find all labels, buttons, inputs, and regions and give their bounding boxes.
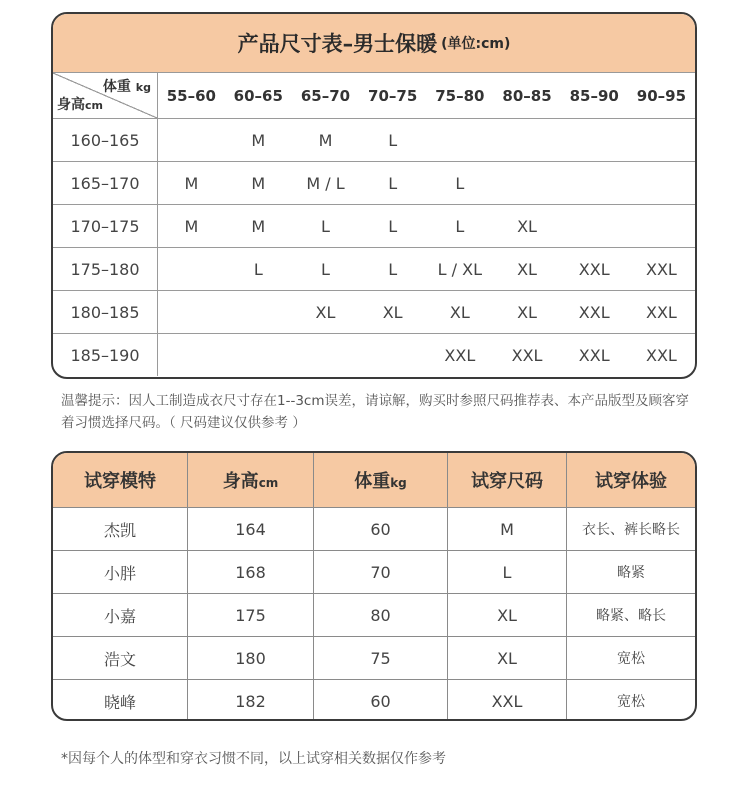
size-row — [53, 162, 695, 205]
header-weight: 体重kg — [314, 453, 448, 508]
corner-cell — [53, 73, 158, 119]
size-row — [53, 119, 695, 162]
size-row — [53, 205, 695, 248]
size-cell: XXL — [645, 345, 677, 365]
size-cell: XXL — [628, 248, 695, 291]
size-row — [53, 291, 695, 334]
size-cell — [426, 119, 493, 162]
size-cell: XL — [359, 291, 426, 334]
corner-weight-label: 体重 kg — [102, 79, 151, 95]
size-cell: XXL — [628, 291, 695, 334]
model-weight: 70 — [314, 551, 448, 594]
size-cell: L — [426, 205, 493, 248]
weight-range-header: 60–65 — [225, 73, 292, 119]
header-size: 试穿尺码 — [448, 453, 567, 508]
size-chart — [51, 12, 697, 379]
fitting-row — [53, 680, 695, 722]
header-experience: 试穿体验 — [567, 453, 696, 508]
fitting-header-row — [53, 453, 695, 508]
size-cell: L — [426, 162, 493, 205]
height-range-cell: 175–180 — [53, 248, 158, 291]
size-cell: XXL — [561, 248, 628, 291]
size-cell: M — [225, 162, 292, 205]
size-cell: XL — [292, 291, 359, 334]
size-cell: M — [158, 162, 225, 205]
size-cell — [292, 334, 359, 377]
model-weight: 60 — [314, 508, 448, 551]
model-name: 杰凯 — [53, 508, 188, 551]
size-cell — [561, 205, 628, 248]
size-cell: M — [158, 205, 225, 248]
size-cell: M / L — [292, 162, 359, 205]
model-size: XL — [448, 594, 567, 637]
size-cell — [561, 119, 628, 162]
model-height: 164 — [188, 508, 314, 551]
model-weight: 60 — [314, 680, 448, 722]
size-cell: M — [292, 119, 359, 162]
fitting-note: *因每个人的体型和穿衣习惯不同，以上试穿相关数据仅作参考 — [61, 751, 446, 767]
size-cell: M — [225, 205, 292, 248]
height-range-cell: 180–185 — [53, 291, 158, 334]
height-range-cell: 165–170 — [53, 162, 158, 205]
model-size: XL — [448, 637, 567, 680]
weight-range-header: 75–80 — [426, 73, 493, 119]
size-chart-title-bar — [53, 14, 695, 73]
weight-range-header: 70–75 — [359, 73, 426, 119]
corner-height-label: 身高cm — [57, 97, 103, 113]
size-cell — [628, 119, 695, 162]
size-cell: XL — [493, 291, 560, 334]
model-experience: 衣长、裤长略长 — [567, 508, 696, 551]
size-cell — [561, 162, 628, 205]
size-cell — [359, 334, 426, 377]
weight-range-header: 80–85 — [493, 73, 560, 119]
size-cell — [493, 162, 560, 205]
weight-range-header: 55–60 — [158, 73, 225, 119]
size-cell: L — [359, 248, 426, 291]
header-model: 试穿模特 — [53, 453, 188, 508]
model-name: 晓峰 — [53, 680, 188, 722]
model-weight: 80 — [314, 594, 448, 637]
size-cell: L — [359, 205, 426, 248]
size-cell — [158, 291, 225, 334]
fitting-row — [53, 508, 695, 551]
size-cell — [158, 248, 225, 291]
height-range-cell: 170–175 — [53, 205, 158, 248]
size-cell — [225, 291, 292, 334]
size-tip: 温馨提示：因人工制造成衣尺寸存在1--3cm误差，请谅解，购买时参照尺码推荐表、本产品版型及顾客穿着习惯选择尺码。（ 尺码建议仅供参考 ） — [61, 393, 689, 431]
size-chart-title: 产品尺寸表–男士保暖 — [237, 32, 438, 56]
size-cell — [628, 162, 695, 205]
size-cell: XL — [493, 205, 560, 248]
fitting-row — [53, 551, 695, 594]
size-cell: XXL — [511, 345, 543, 365]
size-cell — [628, 205, 695, 248]
model-experience: 宽松 — [617, 694, 645, 710]
size-cell — [158, 334, 225, 377]
weight-range-header: 90–95 — [628, 73, 695, 119]
size-cell: XXL — [561, 291, 628, 334]
size-cell: L — [292, 205, 359, 248]
size-cell — [158, 119, 225, 162]
fitting-row — [53, 594, 695, 637]
model-height: 175 — [188, 594, 314, 637]
model-size: XXL — [448, 680, 567, 722]
size-header-row — [53, 73, 695, 119]
model-height: 168 — [188, 551, 314, 594]
model-name: 小胖 — [53, 551, 188, 594]
model-size: M — [448, 508, 567, 551]
size-cell: XXL — [578, 345, 610, 365]
size-cell: XL — [426, 291, 493, 334]
size-cell — [493, 119, 560, 162]
size-row — [53, 248, 695, 291]
size-cell: L — [225, 248, 292, 291]
fitting-table — [53, 453, 695, 721]
size-cell: M — [225, 119, 292, 162]
size-cell: XL — [493, 248, 560, 291]
height-range-cell: 185–190 — [53, 334, 158, 377]
model-name: 浩文 — [53, 637, 188, 680]
size-row — [53, 334, 695, 377]
header-height: 身高cm — [188, 453, 314, 508]
size-cell: L / XL — [426, 248, 493, 291]
fitting-row — [53, 637, 695, 680]
size-cell — [225, 334, 292, 377]
model-experience: 宽松 — [567, 637, 696, 680]
height-range-cell: 160–165 — [53, 119, 158, 162]
size-cell: L — [292, 248, 359, 291]
model-height: 182 — [188, 680, 314, 722]
size-chart-unit: (单位:cm) — [441, 36, 511, 52]
fitting-table-box — [51, 451, 697, 721]
model-experience: 略紧 — [567, 551, 696, 594]
weight-range-header: 65–70 — [292, 73, 359, 119]
model-name: 小嘉 — [53, 594, 188, 637]
model-size: L — [448, 551, 567, 594]
weight-range-header: 85–90 — [561, 73, 628, 119]
size-cell: L — [359, 162, 426, 205]
size-cell: XXL — [444, 345, 476, 365]
size-cell: L — [359, 119, 426, 162]
model-experience: 略紧、略长 — [567, 594, 696, 637]
model-height: 180 — [188, 637, 314, 680]
model-weight: 75 — [314, 637, 448, 680]
size-table — [53, 73, 695, 376]
